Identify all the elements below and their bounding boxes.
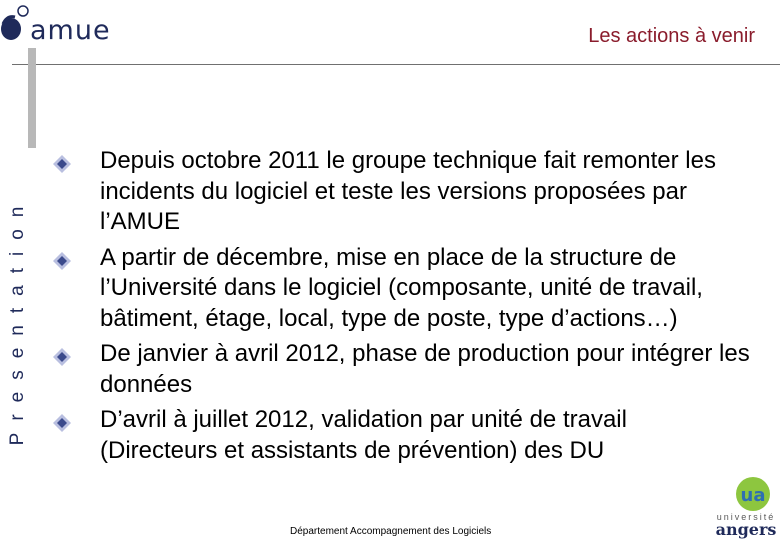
- diamond-bullet-icon: [52, 154, 72, 174]
- bullet-item: [50, 405, 750, 466]
- slide-title: Les actions à venir: [588, 25, 755, 47]
- bullet-item: [50, 339, 750, 400]
- side-label: Presentation: [7, 194, 28, 446]
- ua-logo-icon: [734, 476, 772, 512]
- diamond-bullet-icon: [52, 251, 72, 271]
- university-name: angers: [715, 520, 777, 539]
- bullet-text: De janvier à avril 2012, phase de production pour intégrer les données: [100, 340, 750, 398]
- university-label: université: [716, 512, 776, 522]
- vertical-accent-bar: [28, 48, 36, 148]
- bullet-text: A partir de décembre, mise en place de la structure de l’Université dans le logiciel (composante, unité de travail, bâtiment, étage, local, type de poste, type d’actions…): [100, 243, 703, 332]
- amue-logo-mark: [0, 4, 32, 44]
- diamond-bullet-icon: [52, 413, 72, 433]
- amue-logo-word: amue: [30, 15, 111, 46]
- header-divider: [12, 64, 780, 65]
- footer-text: Département Accompagnement des Logiciels: [290, 526, 492, 537]
- bullet-text: Depuis octobre 2011 le groupe technique fait remonter les incidents du logiciel et teste les versions proposées par l’AMUE: [100, 147, 716, 235]
- bullet-item: [50, 243, 750, 335]
- bullet-list: [50, 146, 750, 471]
- bullet-text: D’avril à juillet 2012, validation par unité de travail (Directeurs et assistants de prévention) des DU: [100, 406, 627, 464]
- amue-logo: [0, 4, 140, 44]
- diamond-bullet-icon: [52, 347, 72, 367]
- ua-mark-text: ua: [740, 485, 766, 506]
- bullet-item: [50, 146, 750, 238]
- university-angers-logo: [712, 476, 780, 540]
